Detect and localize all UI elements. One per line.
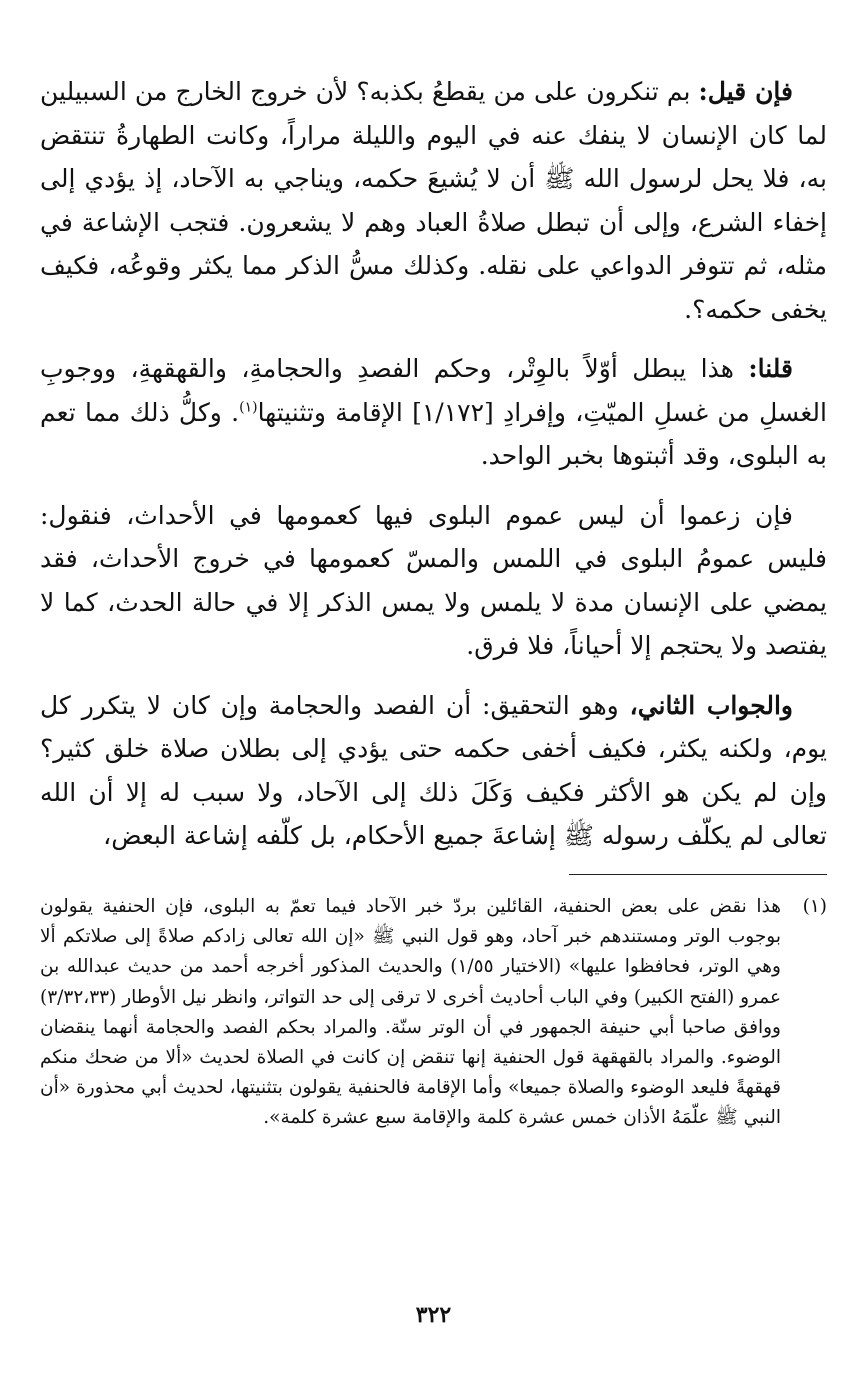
paragraph bbox=[40, 684, 827, 858]
footnotes-section bbox=[40, 892, 827, 1134]
paragraph bbox=[40, 494, 827, 668]
footnote-number: (١) bbox=[802, 896, 827, 917]
paragraph-lead: قلنا: bbox=[748, 354, 793, 383]
paragraph-text: هذا يبطل أوّلاً بالوِتْر، وحكم الفصدِ والحجامةِ، والقهقهةِ، ووجوبِ الغسلِ من غسلِ الميّتِ، وإفرادِ [١/١٧٢] الإقامة وتثنيتها bbox=[40, 354, 827, 427]
paragraph-lead: فإن قيل: bbox=[698, 77, 793, 106]
footnote-text: هذا نقض على بعض الحنفية، القائلين بردّ خبر الآحاد فيما تعمّ به البلوى، فإن الحنفية يقولون بوجوب الوتر ومستندهم خبر آحاد، وهو قول النبي ﷺ «إن الله تعالى زادكم صلاةً إلى صلاتكم ألا وهي الوتر، فحافظوا عليها» (الاختيار ١/٥٥) والحديث المذكور أخرجه أحمد من حديث عبدالله بن عمرو (الفتح الكبير) وفي الباب أحاديث أخرى لا ترقى إلى حد التواتر، وانظر نيل الأوطار (٣/٣٢،٣٣) ووافق صاحبا أبي حنيفة الجمهور في أن الوتر سنّة. والمراد بحكم الفصد والحجامة أنهما ينقضان الوضوء. والمراد بالقهقهة قول الحنفية إنها تنقض إن كانت في الصلاة لحديث «ألا من ضحك منكم قهقهةً فليعد الوضوء والصلاة جميعا» وأما الإقامة فالحنفية يقولون بتثنيتها، لحديث أبي محذورة «أن النبي ﷺ علّمَهُ الأذان خمس عشرة كلمة والإقامة سبع عشرة كلمة». bbox=[40, 896, 781, 1129]
paragraph-lead: والجواب الثاني، bbox=[629, 690, 793, 720]
page-number: ٣٢٢ bbox=[415, 1302, 452, 1328]
footnote bbox=[40, 892, 827, 1134]
footnote-separator bbox=[569, 874, 827, 875]
paragraph bbox=[40, 70, 827, 331]
paragraph-text: فإن زعموا أن ليس عموم البلوى فيها كعمومها في الأحداث، فنقول: فليس عمومُ البلوى في اللمس والمسّ كعمومها في خروج الأحداث، فقد يمضي على الإنسان مدة لا يلمس ولا يمس الذكر إلا في حالة الحدث، كما لا يفتصد ولا يحتجم إلا أحياناً، فلا فرق. bbox=[40, 500, 827, 660]
main-text bbox=[40, 70, 827, 858]
paragraph-text: وهو التحقيق: أن الفصد والحجامة وإن كان لا يتكرر كل يوم، ولكنه يكثر، فكيف أخفى حكمه حتى يؤدي إلى بطلان صلاة خلق كثير؟ وإن لم يكن هو الأكثر فكيف وَكَلَ ذلك إلى الآحاد، ولا سبب له إلا أن الله تعالى لم يكلّف رسوله ﷺ إشاعةَ جميع الأحكام، بل كلّفه إشاعة البعض، bbox=[40, 690, 827, 850]
paragraph-text: بم تنكرون على من يقطعُ بكذبه؟ لأن خروج الخارج من السبيلين لما كان الإنسان لا ينفك عنه في اليوم والليلة مراراً، وكانت الطهارةُ تنتقض به، فلا يحل لرسول الله ﷺ أن لا يُشيعَ حكمه، ويناجي به الآحاد، إذ يؤدي إلى إخفاء الشرع، وإلى أن تبطل صلاةُ العباد وهم لا يشعرون. فتجب الإشاعة في مثله، ثم تتوفر الدواعي على نقله. وكذلك مسُّ الذكر مما يكثر وقوعُه، فكيف يخفى حكمه؟. bbox=[40, 77, 827, 324]
paragraph bbox=[40, 347, 827, 478]
book-page bbox=[40, 70, 827, 1385]
footnote-reference[interactable]: (١) bbox=[239, 399, 258, 416]
paragraph-text-continued: . وكلُّ ذلك مما تعم به البلوى، وقد أثبتوها بخبر الواحد. bbox=[40, 397, 827, 470]
